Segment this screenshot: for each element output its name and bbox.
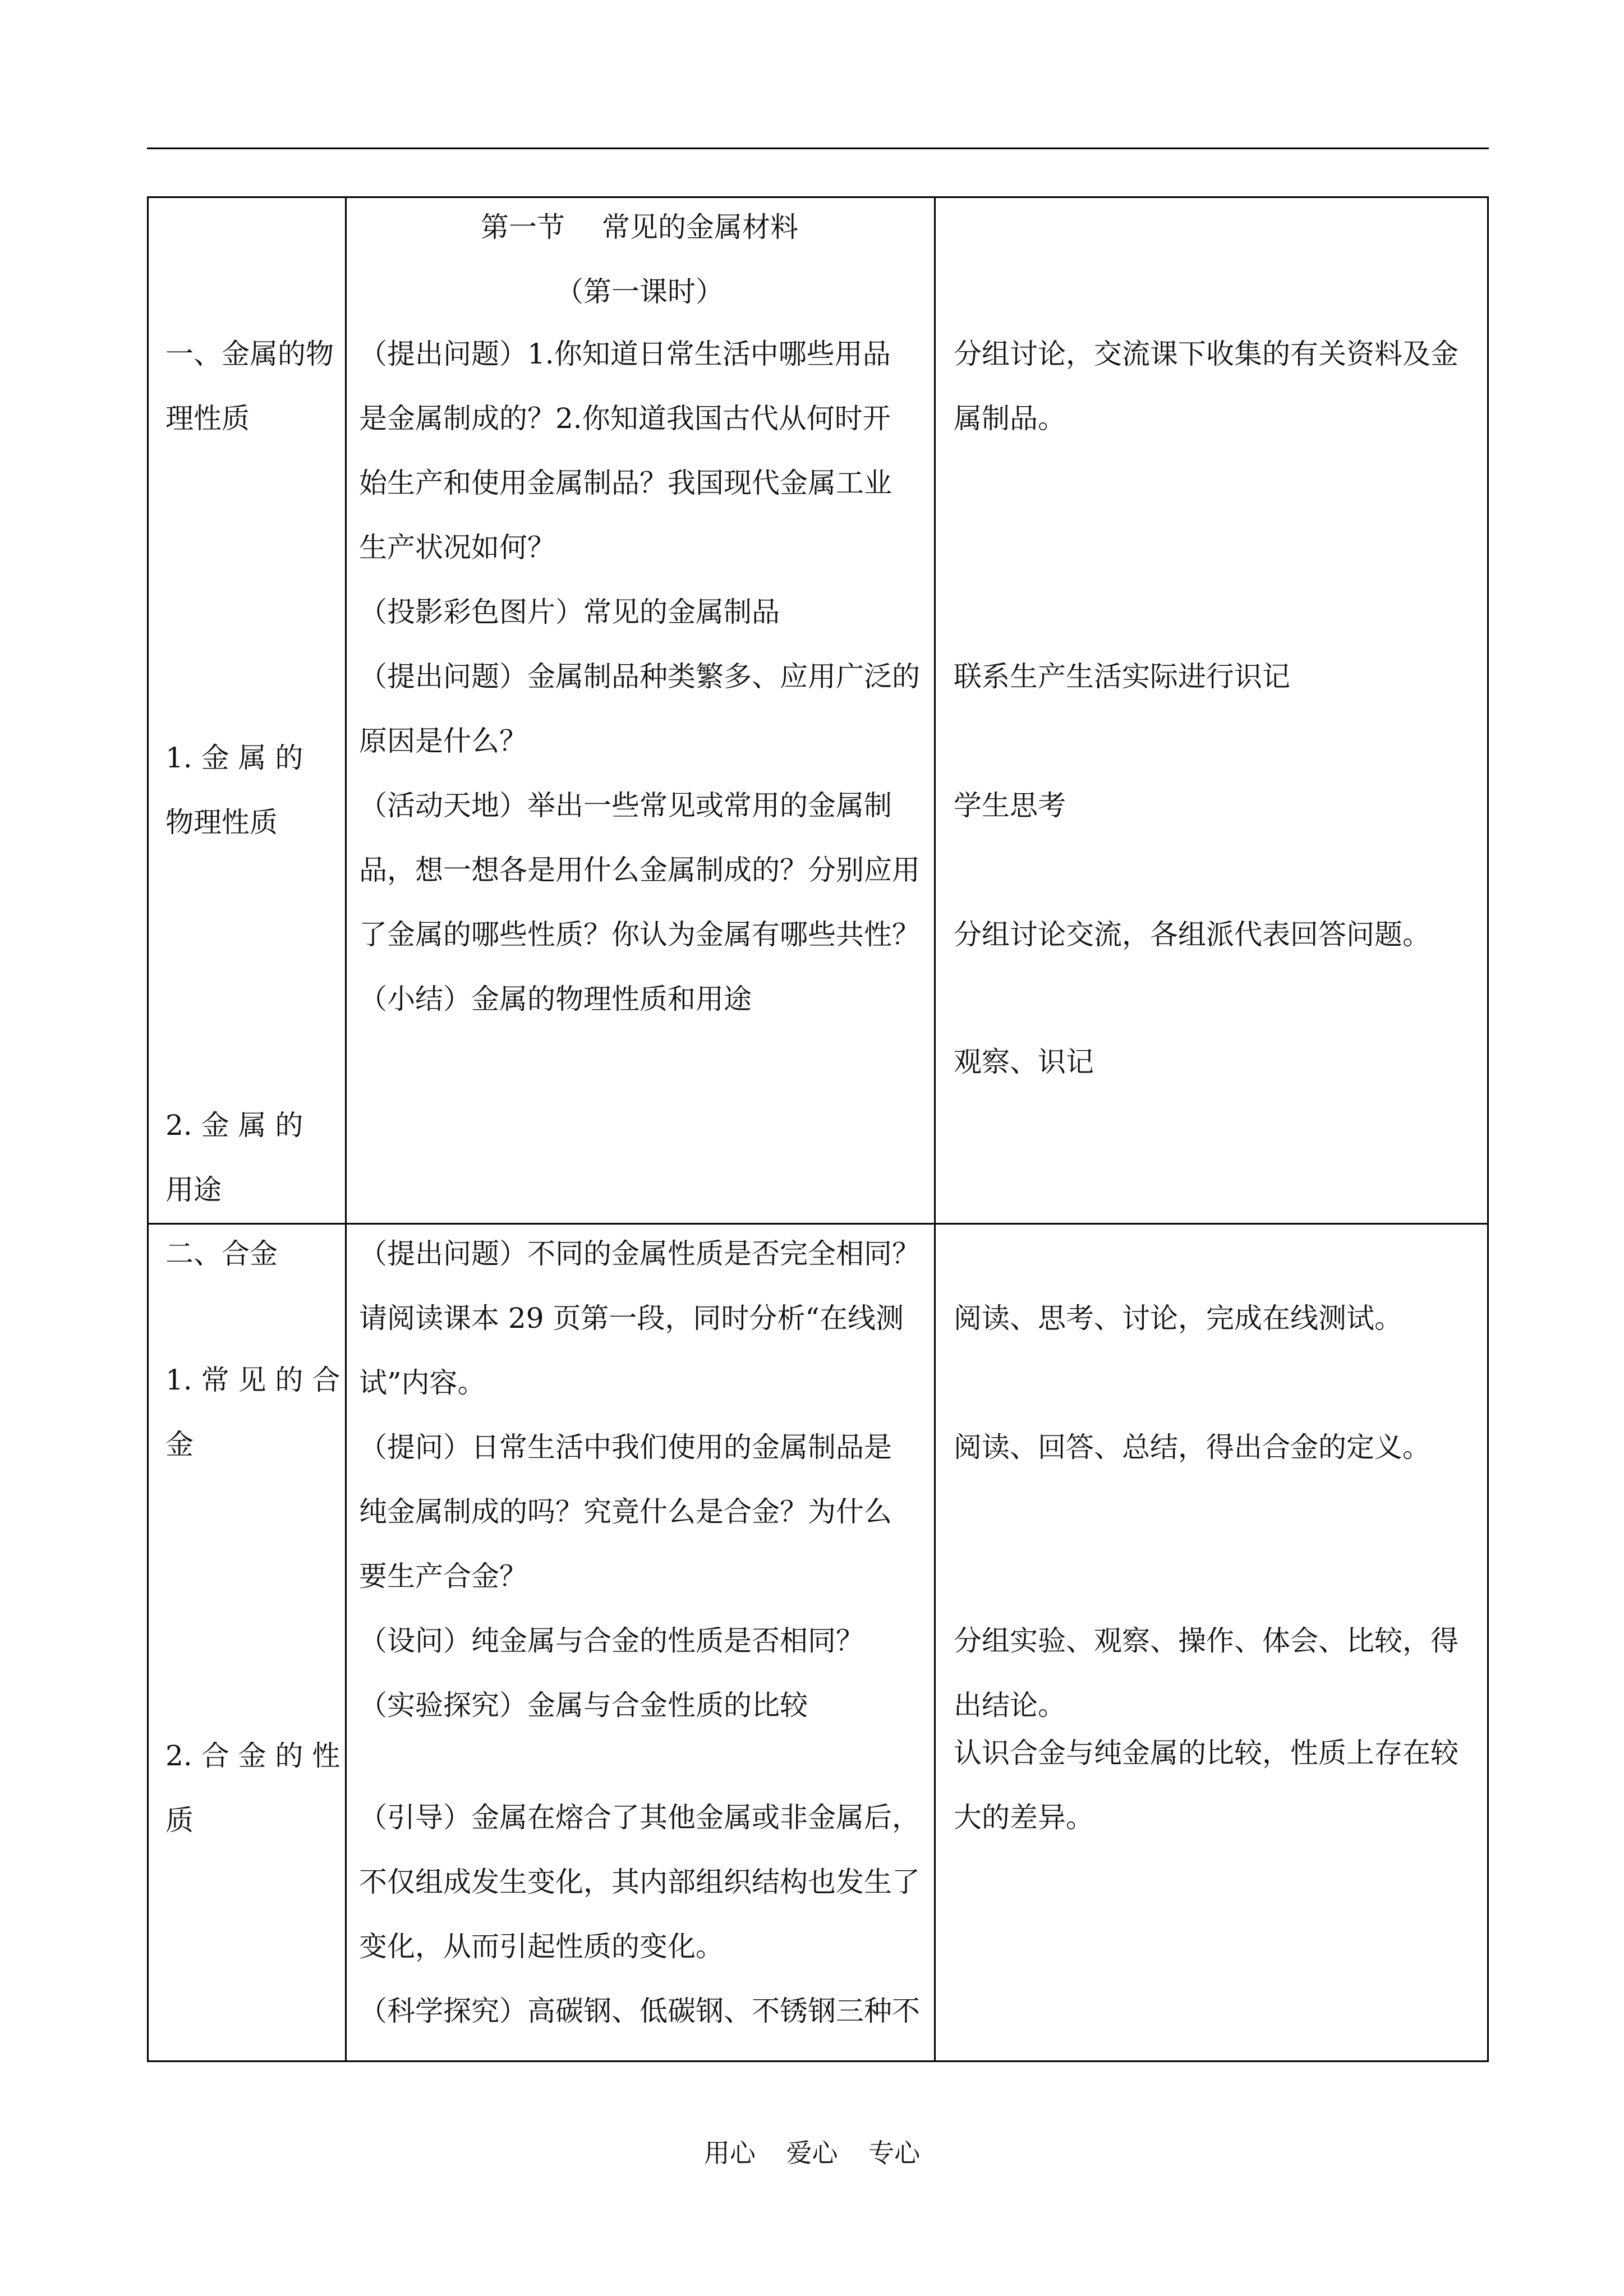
topic-heading: 理性质 xyxy=(165,402,250,435)
subtopic-heading: 金 xyxy=(165,1428,194,1461)
footer-word: 用心 xyxy=(703,2138,756,2168)
lesson-table xyxy=(147,196,1489,2062)
table-row-metal-properties xyxy=(149,198,1487,1225)
teacher-activity-line: 请阅读课本 29 页第一段，同时分析“在线测 xyxy=(359,1302,904,1335)
subtopic-heading: 1. 金 属 的 xyxy=(165,742,303,774)
teacher-activity-line: 是金属制成的？2.你知道我国古代从何时开 xyxy=(359,402,891,435)
student-activity-line: 分组讨论，交流课下收集的有关资料及金 xyxy=(954,338,1459,370)
section-title: 第一节 常见的金属材料 xyxy=(481,211,798,243)
header-rule xyxy=(147,148,1489,149)
student-activity-line: 联系生产生活实际进行识记 xyxy=(954,660,1290,693)
teacher-activity-line: （活动天地）举出一些常见或常用的金属制 xyxy=(359,789,892,822)
student-activity-line: 大的差异。 xyxy=(954,1801,1094,1834)
student-activity-line: 观察、识记 xyxy=(954,1046,1094,1078)
lesson-period: （第一课时） xyxy=(555,275,724,308)
teacher-activity-line: 不仅组成发生变化，其内部组织结构也发生了 xyxy=(359,1866,920,1898)
student-activity-line: 认识合金与纯金属的比较，性质上存在较 xyxy=(954,1737,1459,1769)
teacher-activity-line: 品，想一想各是用什么金属制成的？分别应用 xyxy=(359,854,920,886)
teacher-activity-line: （投影彩色图片）常见的金属制品 xyxy=(359,596,780,628)
column-divider xyxy=(345,198,347,1223)
student-activity-line: 分组讨论交流，各组派代表回答问题。 xyxy=(954,918,1430,951)
teacher-activity-line: 了金属的哪些性质？你认为金属有哪些共性？ xyxy=(359,918,920,951)
subtopic-heading: 用途 xyxy=(165,1174,222,1206)
teacher-activity-line: （科学探究）高碳钢、低碳钢、不锈钢三种不 xyxy=(359,1995,920,2027)
student-activity-line: 分组实验、观察、操作、体会、比较，得 xyxy=(954,1625,1459,1657)
teacher-activity-line: （提出问题）金属制品种类繁多、应用广泛的 xyxy=(359,660,920,693)
subtopic-heading: 2. 金 属 的 xyxy=(165,1109,303,1142)
subtopic-heading: 1. 常 见 的 合 xyxy=(165,1364,341,1396)
student-activity-line: 阅读、思考、讨论，完成在线测试。 xyxy=(954,1302,1402,1335)
teacher-activity-line: 变化，从而引起性质的变化。 xyxy=(359,1930,724,1963)
teacher-activity-line: 纯金属制成的吗？究竟什么是合金？为什么 xyxy=(359,1496,892,1528)
topic-heading: 二、合金 xyxy=(165,1237,278,1270)
table-row-alloys xyxy=(149,1225,1487,2062)
teacher-activity-line: 要生产合金？ xyxy=(359,1560,527,1593)
column-divider xyxy=(345,1225,347,2062)
column-divider xyxy=(934,198,936,1223)
subtopic-heading: 质 xyxy=(165,1804,194,1837)
teacher-activity-line: 生产状况如何？ xyxy=(359,531,555,564)
student-activity-line: 属制品。 xyxy=(954,402,1066,435)
teacher-activity-line: （提出问题）1.你知道日常生活中哪些用品 xyxy=(359,338,891,370)
teacher-activity-line: 始生产和使用金属制品？我国现代金属工业 xyxy=(359,467,892,499)
teacher-activity-line: （提出问题）不同的金属性质是否完全相同？ xyxy=(359,1237,920,1270)
subtopic-heading: 2. 合 金 的 性 xyxy=(165,1740,341,1772)
teacher-activity-line: 试”内容。 xyxy=(359,1366,486,1399)
teacher-activity-line: （实验探究）金属与合金性质的比较 xyxy=(359,1689,808,1722)
teacher-activity-line: （引导）金属在熔合了其他金属或非金属后， xyxy=(359,1801,920,1834)
footer-word: 专心 xyxy=(868,2138,921,2168)
footer-word: 爱心 xyxy=(786,2138,838,2168)
page-footer xyxy=(0,2137,1624,2169)
teacher-activity-line: （设问）纯金属与合金的性质是否相同？ xyxy=(359,1625,864,1657)
teacher-activity-line: （小结）金属的物理性质和用途 xyxy=(359,983,752,1015)
student-activity-line: 阅读、回答、总结，得出合金的定义。 xyxy=(954,1431,1430,1464)
student-activity-line: 学生思考 xyxy=(954,789,1066,822)
column-divider xyxy=(934,1225,936,2062)
subtopic-heading: 物理性质 xyxy=(165,806,278,839)
teacher-activity-line: 原因是什么？ xyxy=(359,725,527,757)
student-activity-line: 出结论。 xyxy=(954,1689,1066,1722)
teacher-activity-line: （提问）日常生活中我们使用的金属制品是 xyxy=(359,1431,892,1464)
topic-heading: 一、金属的物 xyxy=(165,338,334,370)
